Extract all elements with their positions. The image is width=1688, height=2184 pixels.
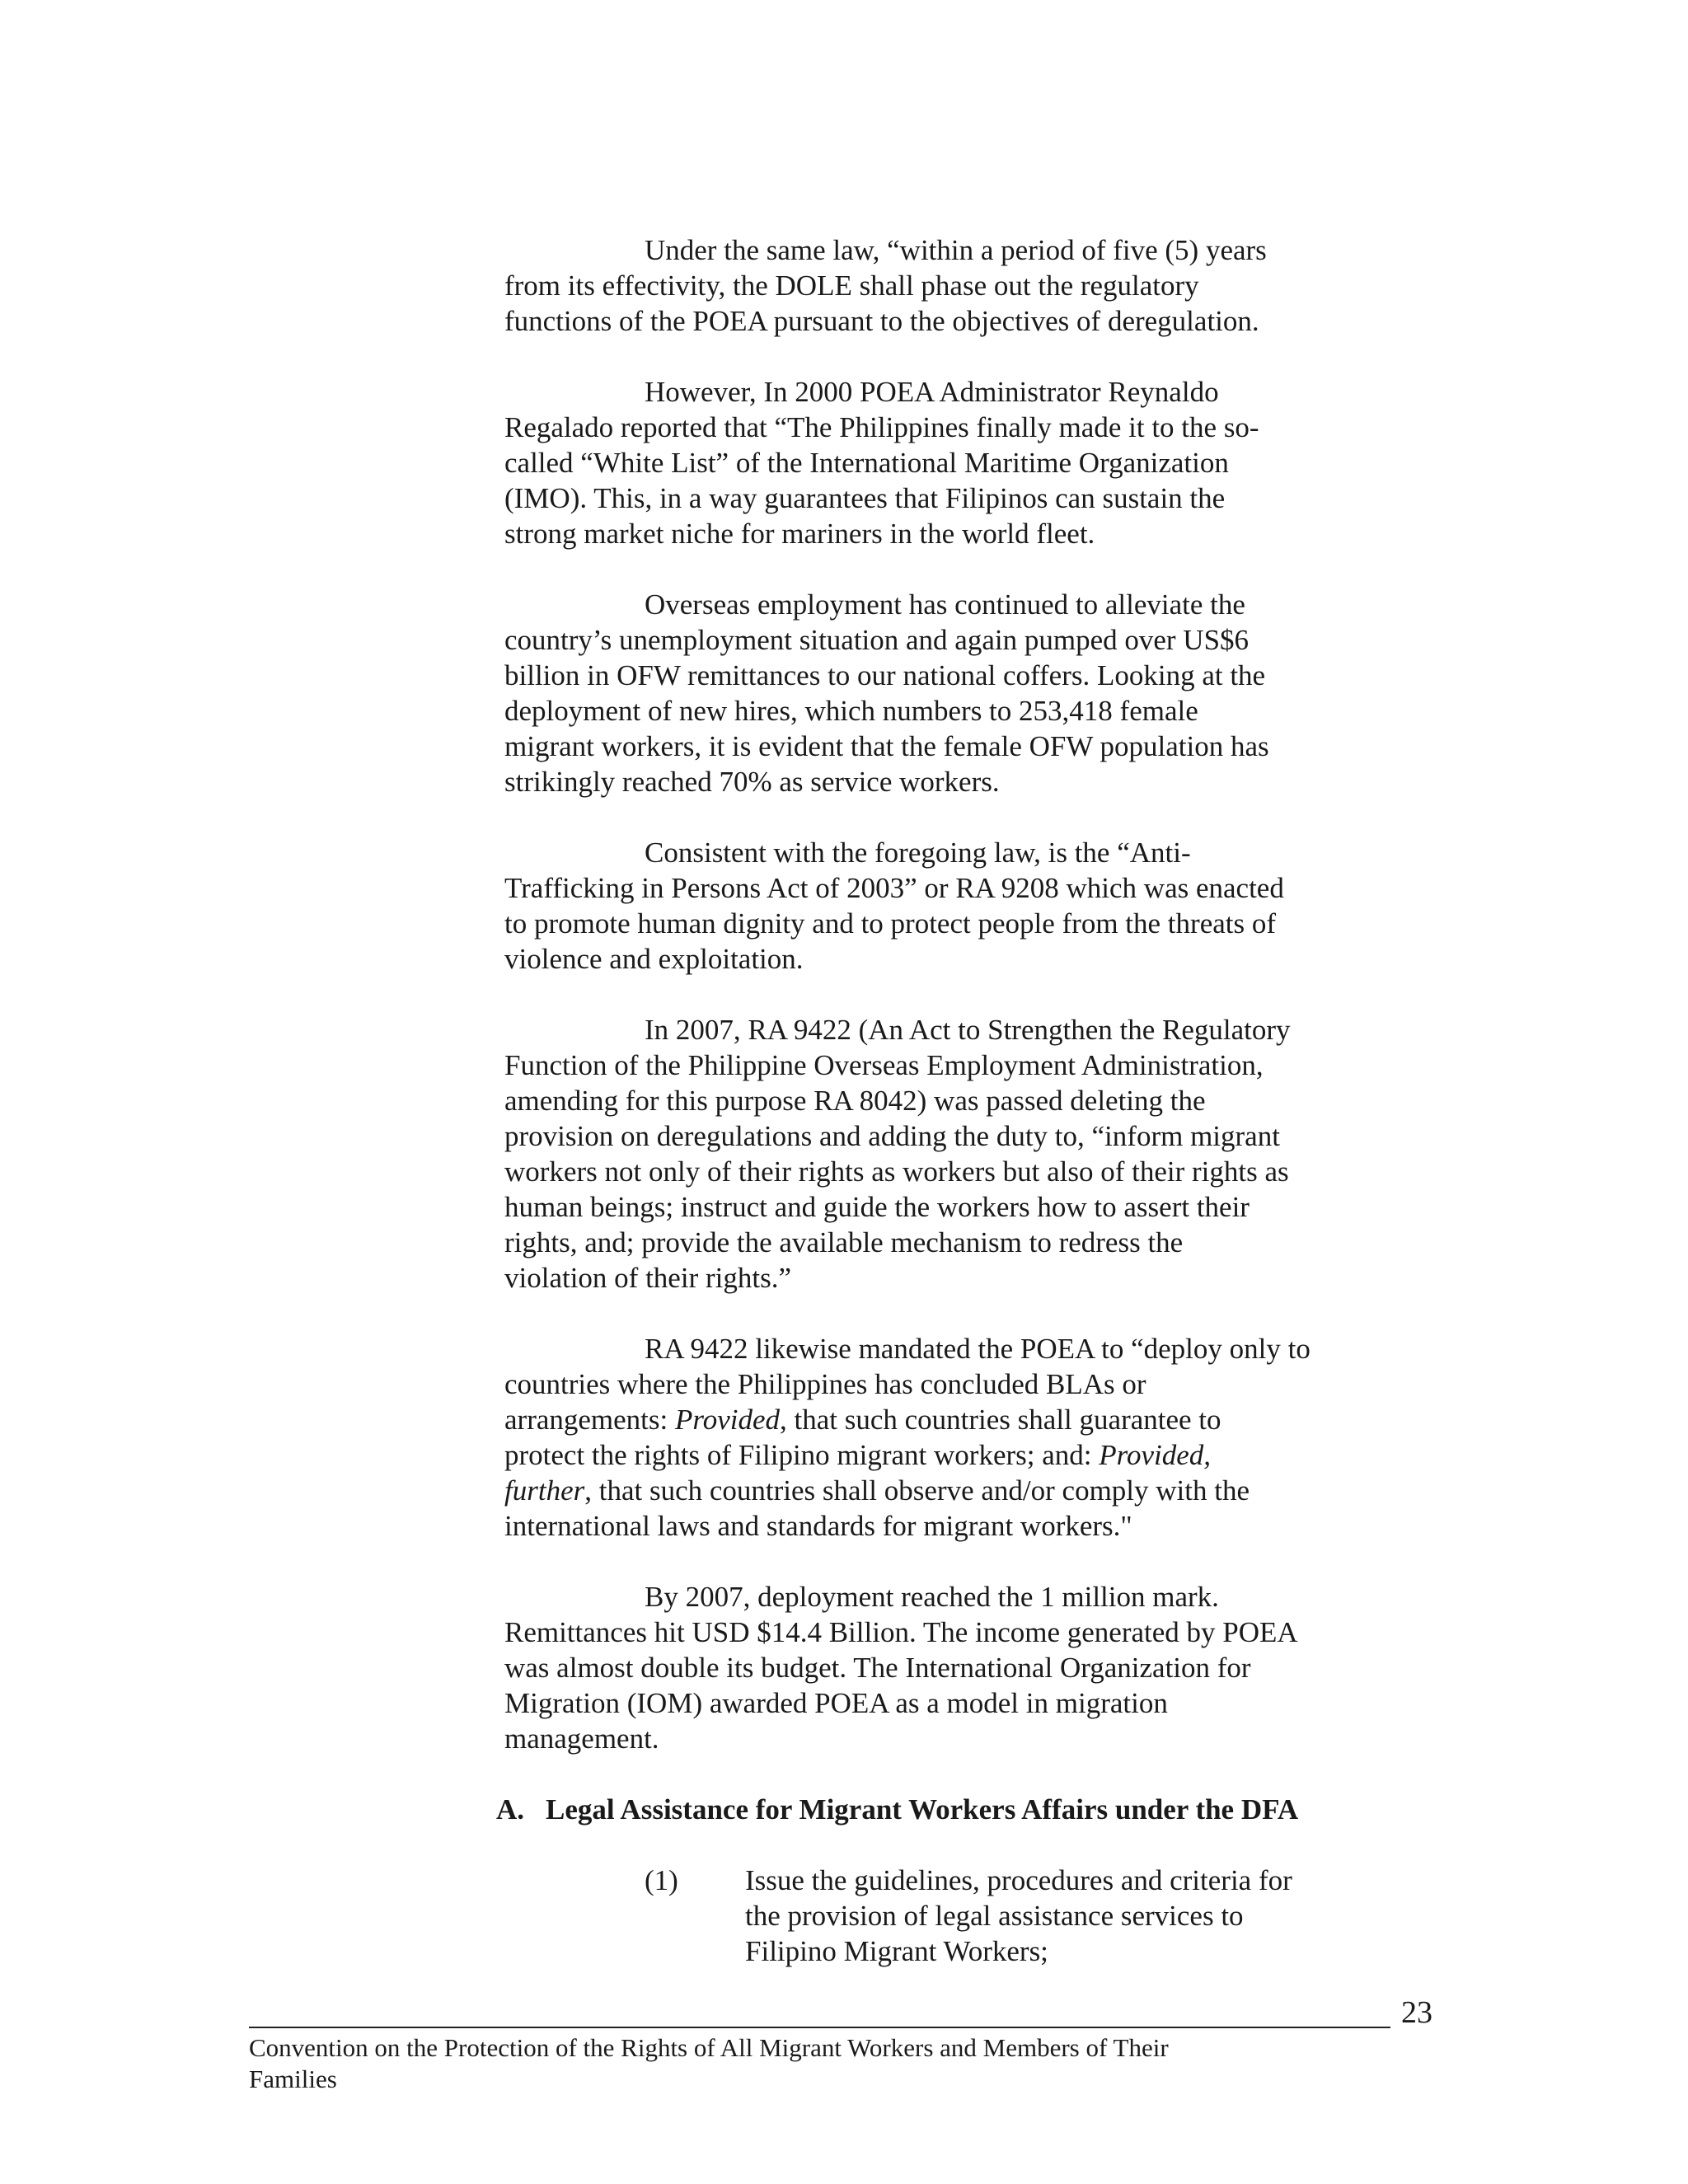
paragraph-line: Under the same law, “within a period of five (5) years	[645, 234, 1267, 266]
footer-divider	[249, 2027, 1390, 2028]
paragraph-line: rights, and; provide the available mechanism to redress the	[504, 1226, 1184, 1258]
paragraph-line: human beings; instruct and guide the workers how to assert their	[504, 1191, 1250, 1223]
paragraph-line	[504, 1437, 1395, 1473]
list-item-line: Issue the guidelines, procedures and criteria for	[745, 1864, 1292, 1896]
paragraph-line: violation of their rights.”	[504, 1262, 791, 1294]
paragraph-line: RA 9422 likewise mandated the POEA to “deploy only to	[645, 1333, 1311, 1365]
paragraph	[504, 1579, 1395, 1756]
paragraph-line: international laws and standards for migrant workers."	[504, 1510, 1132, 1542]
list-item-line: the provision of legal assistance services to	[745, 1900, 1244, 1932]
paragraph-line: strong market niche for mariners in the world fleet.	[504, 518, 1095, 550]
italic-text: Provided	[675, 1404, 780, 1436]
paragraph-line: However, In 2000 POEA Administrator Reynaldo	[645, 376, 1219, 408]
paragraph	[504, 1331, 1395, 1544]
list-item-text	[745, 1863, 1395, 1969]
page-body	[496, 232, 1395, 1969]
text-run: arrangements:	[504, 1404, 675, 1436]
paragraph-line: management.	[504, 1722, 659, 1755]
italic-text: Provided,	[1099, 1439, 1212, 1471]
footer-line: Convention on the Protection of the Rights of All Migrant Workers and Members of Their	[249, 2033, 1169, 2062]
paragraph-line: In 2007, RA 9422 (An Act to Strengthen the Regulatory	[645, 1014, 1291, 1046]
section-marker: A.	[496, 1793, 525, 1825]
footer-line: Families	[249, 2064, 337, 2093]
page-footer	[249, 2032, 1403, 2095]
paragraph	[504, 374, 1395, 551]
paragraph-line	[504, 1473, 1395, 1508]
paragraph	[504, 232, 1395, 339]
list-item-number: (1)	[645, 1864, 678, 1896]
paragraph-line: workers not only of their rights as workers but also of their rights as	[504, 1155, 1289, 1188]
paragraph-line: Trafficking in Persons Act of 2003” or RA 9208 which was enacted	[504, 872, 1284, 904]
paragraph-line: from its effectivity, the DOLE shall phase out the regulatory	[504, 269, 1199, 302]
paragraph-line: billion in OFW remittances to our national coffers. Looking at the	[504, 659, 1266, 691]
paragraph-line: Consistent with the foregoing law, is the “Anti-	[645, 837, 1191, 869]
paragraph-line: Migration (IOM) awarded POEA as a model in migration	[504, 1687, 1168, 1719]
paragraph-line: Overseas employment has continued to alleviate the	[645, 588, 1245, 621]
paragraph-line: called “White List” of the International Maritime Organization	[504, 447, 1229, 479]
paragraph-line: Function of the Philippine Overseas Employment Administration,	[504, 1049, 1264, 1081]
paragraph-line: strikingly reached 70% as service workers.	[504, 766, 1000, 798]
paragraph-line: to promote human dignity and to protect people from the threats of	[504, 907, 1277, 940]
list-item	[645, 1863, 1395, 1969]
text-run: , that such countries shall guarantee to	[780, 1404, 1221, 1436]
section-title: Legal Assistance for Migrant Workers Affairs under the DFA	[546, 1793, 1299, 1825]
italic-text: further	[504, 1474, 585, 1507]
paragraph-line: functions of the POEA pursuant to the objectives of deregulation.	[504, 305, 1259, 337]
text-run: , that such countries shall observe and/or comply with the	[584, 1474, 1250, 1507]
paragraph-line: violence and exploitation.	[504, 943, 804, 975]
list-item-line: Filipino Migrant Workers;	[745, 1935, 1048, 1967]
section-heading	[496, 1792, 1395, 1827]
paragraph-line: migrant workers, it is evident that the female OFW population has	[504, 730, 1269, 762]
paragraph-line	[504, 1402, 1395, 1437]
paragraph-line: Regalado reported that “The Philippines finally made it to the so-	[504, 411, 1259, 443]
paragraph-line: was almost double its budget. The International Organization for	[504, 1652, 1251, 1684]
page-number: 23	[1401, 1995, 1432, 2030]
paragraph-line: By 2007, deployment reached the 1 million mark.	[645, 1581, 1219, 1613]
paragraph-line: amending for this purpose RA 8042) was passed deleting the	[504, 1085, 1206, 1117]
paragraph-line: Remittances hit USD $14.4 Billion. The income generated by POEA	[504, 1616, 1298, 1648]
paragraph-line: deployment of new hires, which numbers to 253,418 female	[504, 695, 1198, 727]
paragraph	[504, 1012, 1395, 1296]
text-run: protect the rights of Filipino migrant workers; and:	[504, 1439, 1100, 1471]
paragraph	[504, 587, 1395, 799]
paragraph-line: (IMO). This, in a way guarantees that Filipinos can sustain the	[504, 482, 1226, 514]
paragraph-line: countries where the Philippines has concluded BLAs or	[504, 1368, 1146, 1400]
paragraph-line: provision on deregulations and adding the duty to, “inform migrant	[504, 1120, 1280, 1152]
paragraph-line: country’s unemployment situation and again pumped over US$6	[504, 624, 1250, 656]
paragraph	[504, 835, 1395, 977]
